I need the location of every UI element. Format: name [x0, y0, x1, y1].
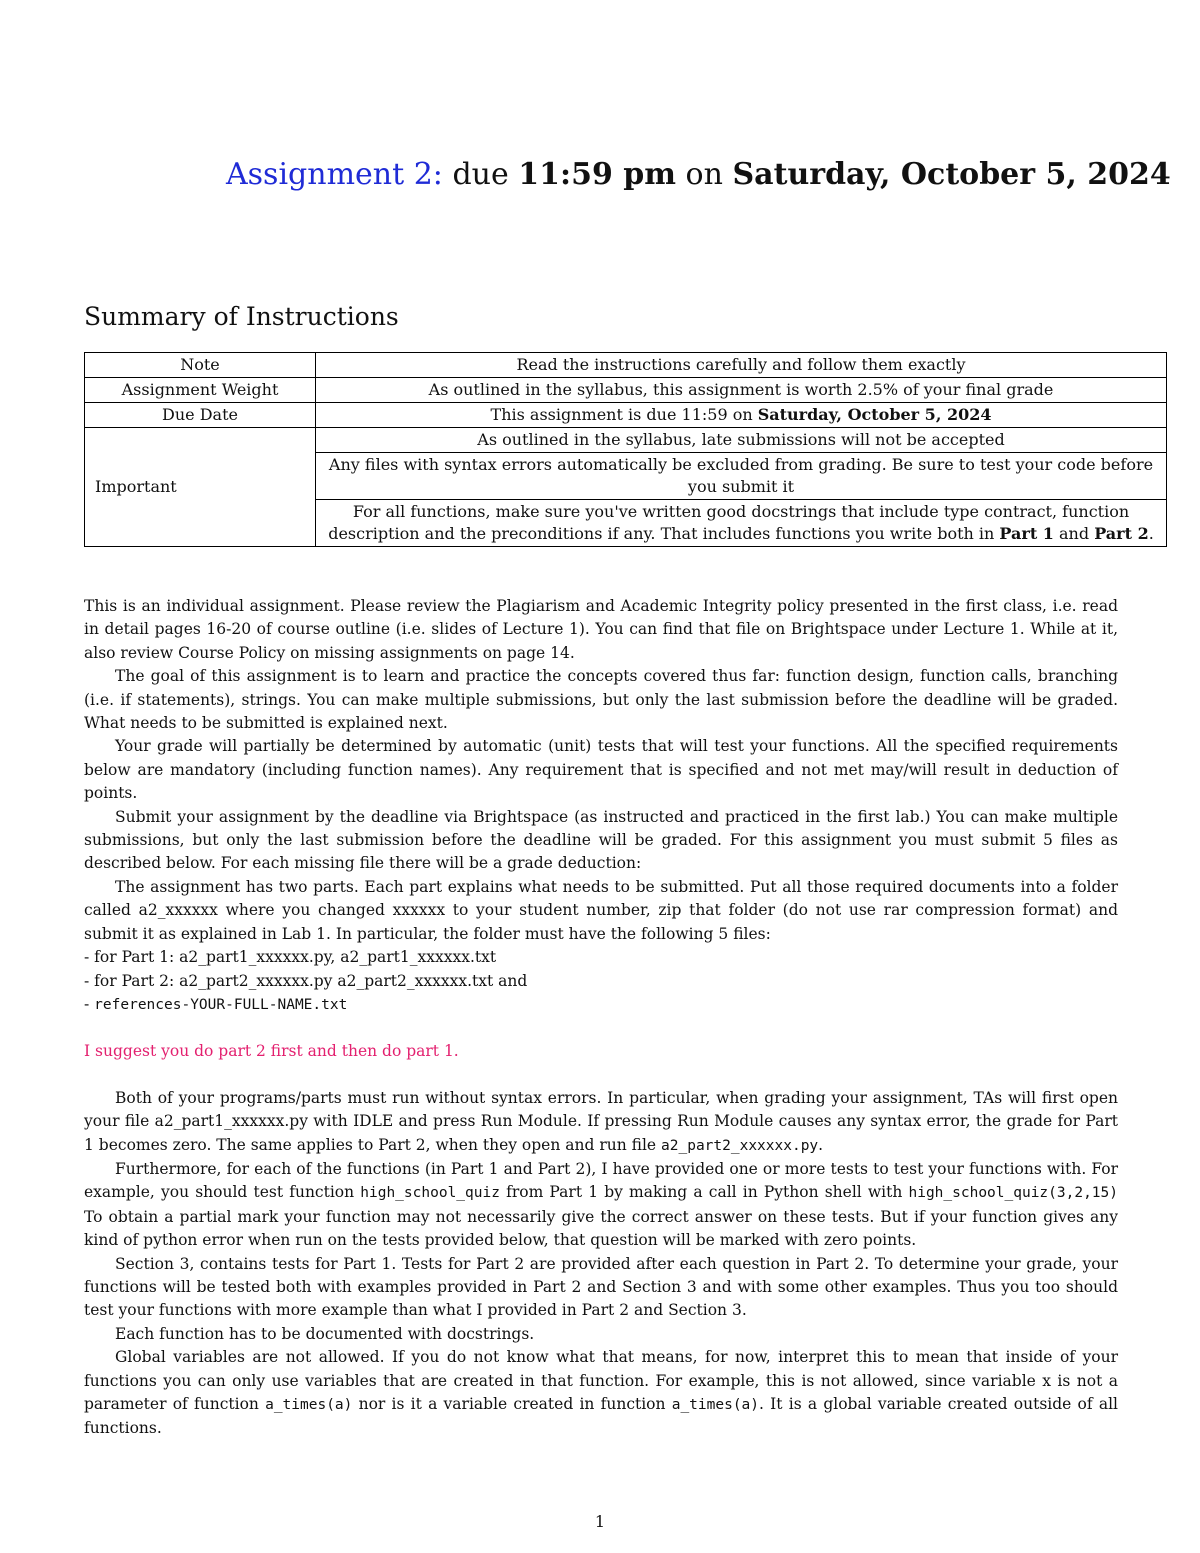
list-prefix: - — [84, 994, 95, 1013]
globals-text-a: Global variables are not allowed. If you do not know what that means, for now, interpret this to mean that inside of your functions you can only use variables that are created in that function. For example, this is not allowed, since variable x is not a parameter of function — [84, 1348, 1118, 1413]
table-row — [85, 353, 1167, 378]
paragraph-integrity: This is an individual assignment. Please review the Plagiarism and Academic Integrity policy presented in the first class, i.e. read in detail pages 16-20 of course outline (i.e. slides of Lecture 1). You can find that file on Brightspace under Lecture 1. While at it, also review Course Policy on missing assignments on page 14. — [84, 597, 1118, 662]
globals-fn-2: a_times(a) — [671, 1397, 760, 1413]
syntax-text: Both of your programs/parts must run without syntax errors. In particular, when grading your assignment, TAs will first open your file a2_part1_xxxxxx.py with IDLE and press Run Module. If pressing Run Module causes any syntax error, the grade for Part 1 becomes zero. The same applies to Part 2, when they open and run file — [84, 1088, 1118, 1154]
due-date: Saturday, October 5, 2024 — [732, 157, 1171, 192]
docstrings-part2: Part 2 — [1094, 524, 1149, 543]
function-name: high_school_quiz — [360, 1185, 500, 1202]
important-syntax: Any files with syntax errors automatically be excluded from grading. Be sure to test your code before you submit it — [316, 453, 1167, 500]
note-value: Read the instructions carefully and follow them exactly — [316, 353, 1167, 378]
paragraph-globals — [84, 1346, 1118, 1441]
paragraph-submit: Submit your assignment by the deadline via Brightspace (as instructed and practiced in the first lab.) You can make multiple submissions, but only the last submission before the deadline will be graded. For this assignment you must submit 5 files as described below. For each missing file there will be a grade deduction: — [84, 807, 1118, 873]
paragraph-goal: The goal of this assignment is to learn and practice the concepts covered thus far: function design, function calls, branching (i.e. if statements), strings. You can make multiple submissions, but only the last submission before the deadline will be graded. What needs to be submitted is explained next. — [84, 667, 1118, 733]
references-filename: references-YOUR-FULL-NAME.txt — [94, 996, 348, 1013]
part2-filename: a2_part2_xxxxxx.py — [661, 1137, 819, 1154]
file-list-references — [84, 993, 1118, 1017]
summary-table — [84, 352, 1167, 547]
function-call: high_school_quiz(3,2,15) — [908, 1185, 1118, 1202]
due-date-text: This assignment is due 11:59 on — [490, 405, 753, 424]
file-list-part1: - for Part 1: a2_part1_xxxxxx.py, a2_part1_xxxxxx.txt — [84, 948, 497, 967]
weight-label: Assignment Weight — [85, 378, 316, 403]
table-row — [85, 403, 1167, 428]
note-label: Note — [85, 353, 316, 378]
assignment-label: Assignment 2: — [226, 157, 443, 192]
summary-heading: Summary of Instructions — [84, 302, 399, 331]
due-date-value — [316, 403, 1167, 428]
docstrings-text: For all functions, make sure you've written good docstrings that include type contract, function description and the preconditions if any. That includes functions you write both in — [328, 502, 1130, 543]
globals-fn-1: a_times(a) — [265, 1397, 353, 1413]
due-date-emph: Saturday, October 5, 2024 — [757, 405, 992, 424]
tests-text-a: Furthermore, for each of the functions (in Part 1 and Part 2), I have provided one or more tests to test your functions with. For example, you should test function — [84, 1159, 1118, 1202]
globals-text-c: . It is a global variable created outside of all functions. — [84, 1395, 1118, 1438]
important-docstrings — [316, 500, 1167, 547]
globals-text-b: nor is it a variable created in function — [352, 1395, 672, 1413]
docstrings-and: and — [1059, 524, 1090, 543]
table-row — [85, 428, 1167, 453]
due-time: 11:59 pm — [518, 157, 676, 192]
paragraph-syntax — [84, 1087, 1118, 1158]
paragraph-tests — [84, 1158, 1118, 1253]
docstrings-end: . — [1148, 524, 1154, 543]
important-label: Important — [85, 428, 316, 547]
docstrings-part1: Part 1 — [999, 524, 1054, 543]
syntax-end: . — [818, 1135, 824, 1154]
due-date-label: Due Date — [85, 403, 316, 428]
body-text — [84, 595, 1118, 1441]
page-title — [226, 155, 1176, 195]
weight-value: As outlined in the syllabus, this assignment is worth 2.5% of your final grade — [316, 378, 1167, 403]
on-word: on — [685, 157, 723, 192]
paragraph-parts: The assignment has two parts. Each part explains what needs to be submitted. Put all those required documents into a folder called a2_xxxxxx where you changed xxxxxx to your student number, zip that folder (do not use rar compression format) and submit it as explained in Lab 1. In particular, the folder must have the following 5 files: — [84, 877, 1118, 943]
important-late: As outlined in the syllabus, late submissions will not be accepted — [316, 428, 1167, 453]
due-word: due — [452, 157, 509, 192]
file-list-part2: - for Part 2: a2_part2_xxxxxx.py a2_part2_xxxxxx.txt and — [84, 971, 528, 990]
paragraph-docstrings: Each function has to be documented with docstrings. — [115, 1324, 535, 1343]
tests-text-b: from Part 1 by making a call in Python shell with — [499, 1183, 909, 1202]
suggestion-note: I suggest you do part 2 first and then do part 1. — [84, 1042, 459, 1061]
paragraph-section3: Section 3, contains tests for Part 1. Tests for Part 2 are provided after each question in Part 2. To determine your grade, your functions will be tested both with examples provided in Part 2 and Section 3 and with some other examples. Thus you too should test your functions with more example than what I provided in Part 2 and Section 3. — [84, 1254, 1118, 1320]
tests-text-c: To obtain a partial mark your function may not necessarily give the correct answer on these tests. But if your function gives any kind of python error when run on the tests provided below, that question will be marked with zero points. — [84, 1207, 1118, 1250]
page-number: 1 — [594, 1512, 606, 1531]
paragraph-grading: Your grade will partially be determined by automatic (unit) tests that will test your functions. All the specified requirements below are mandatory (including function names). Any requirement that is specified and not met may/will result in deduction of points. — [84, 737, 1118, 803]
table-row — [85, 378, 1167, 403]
